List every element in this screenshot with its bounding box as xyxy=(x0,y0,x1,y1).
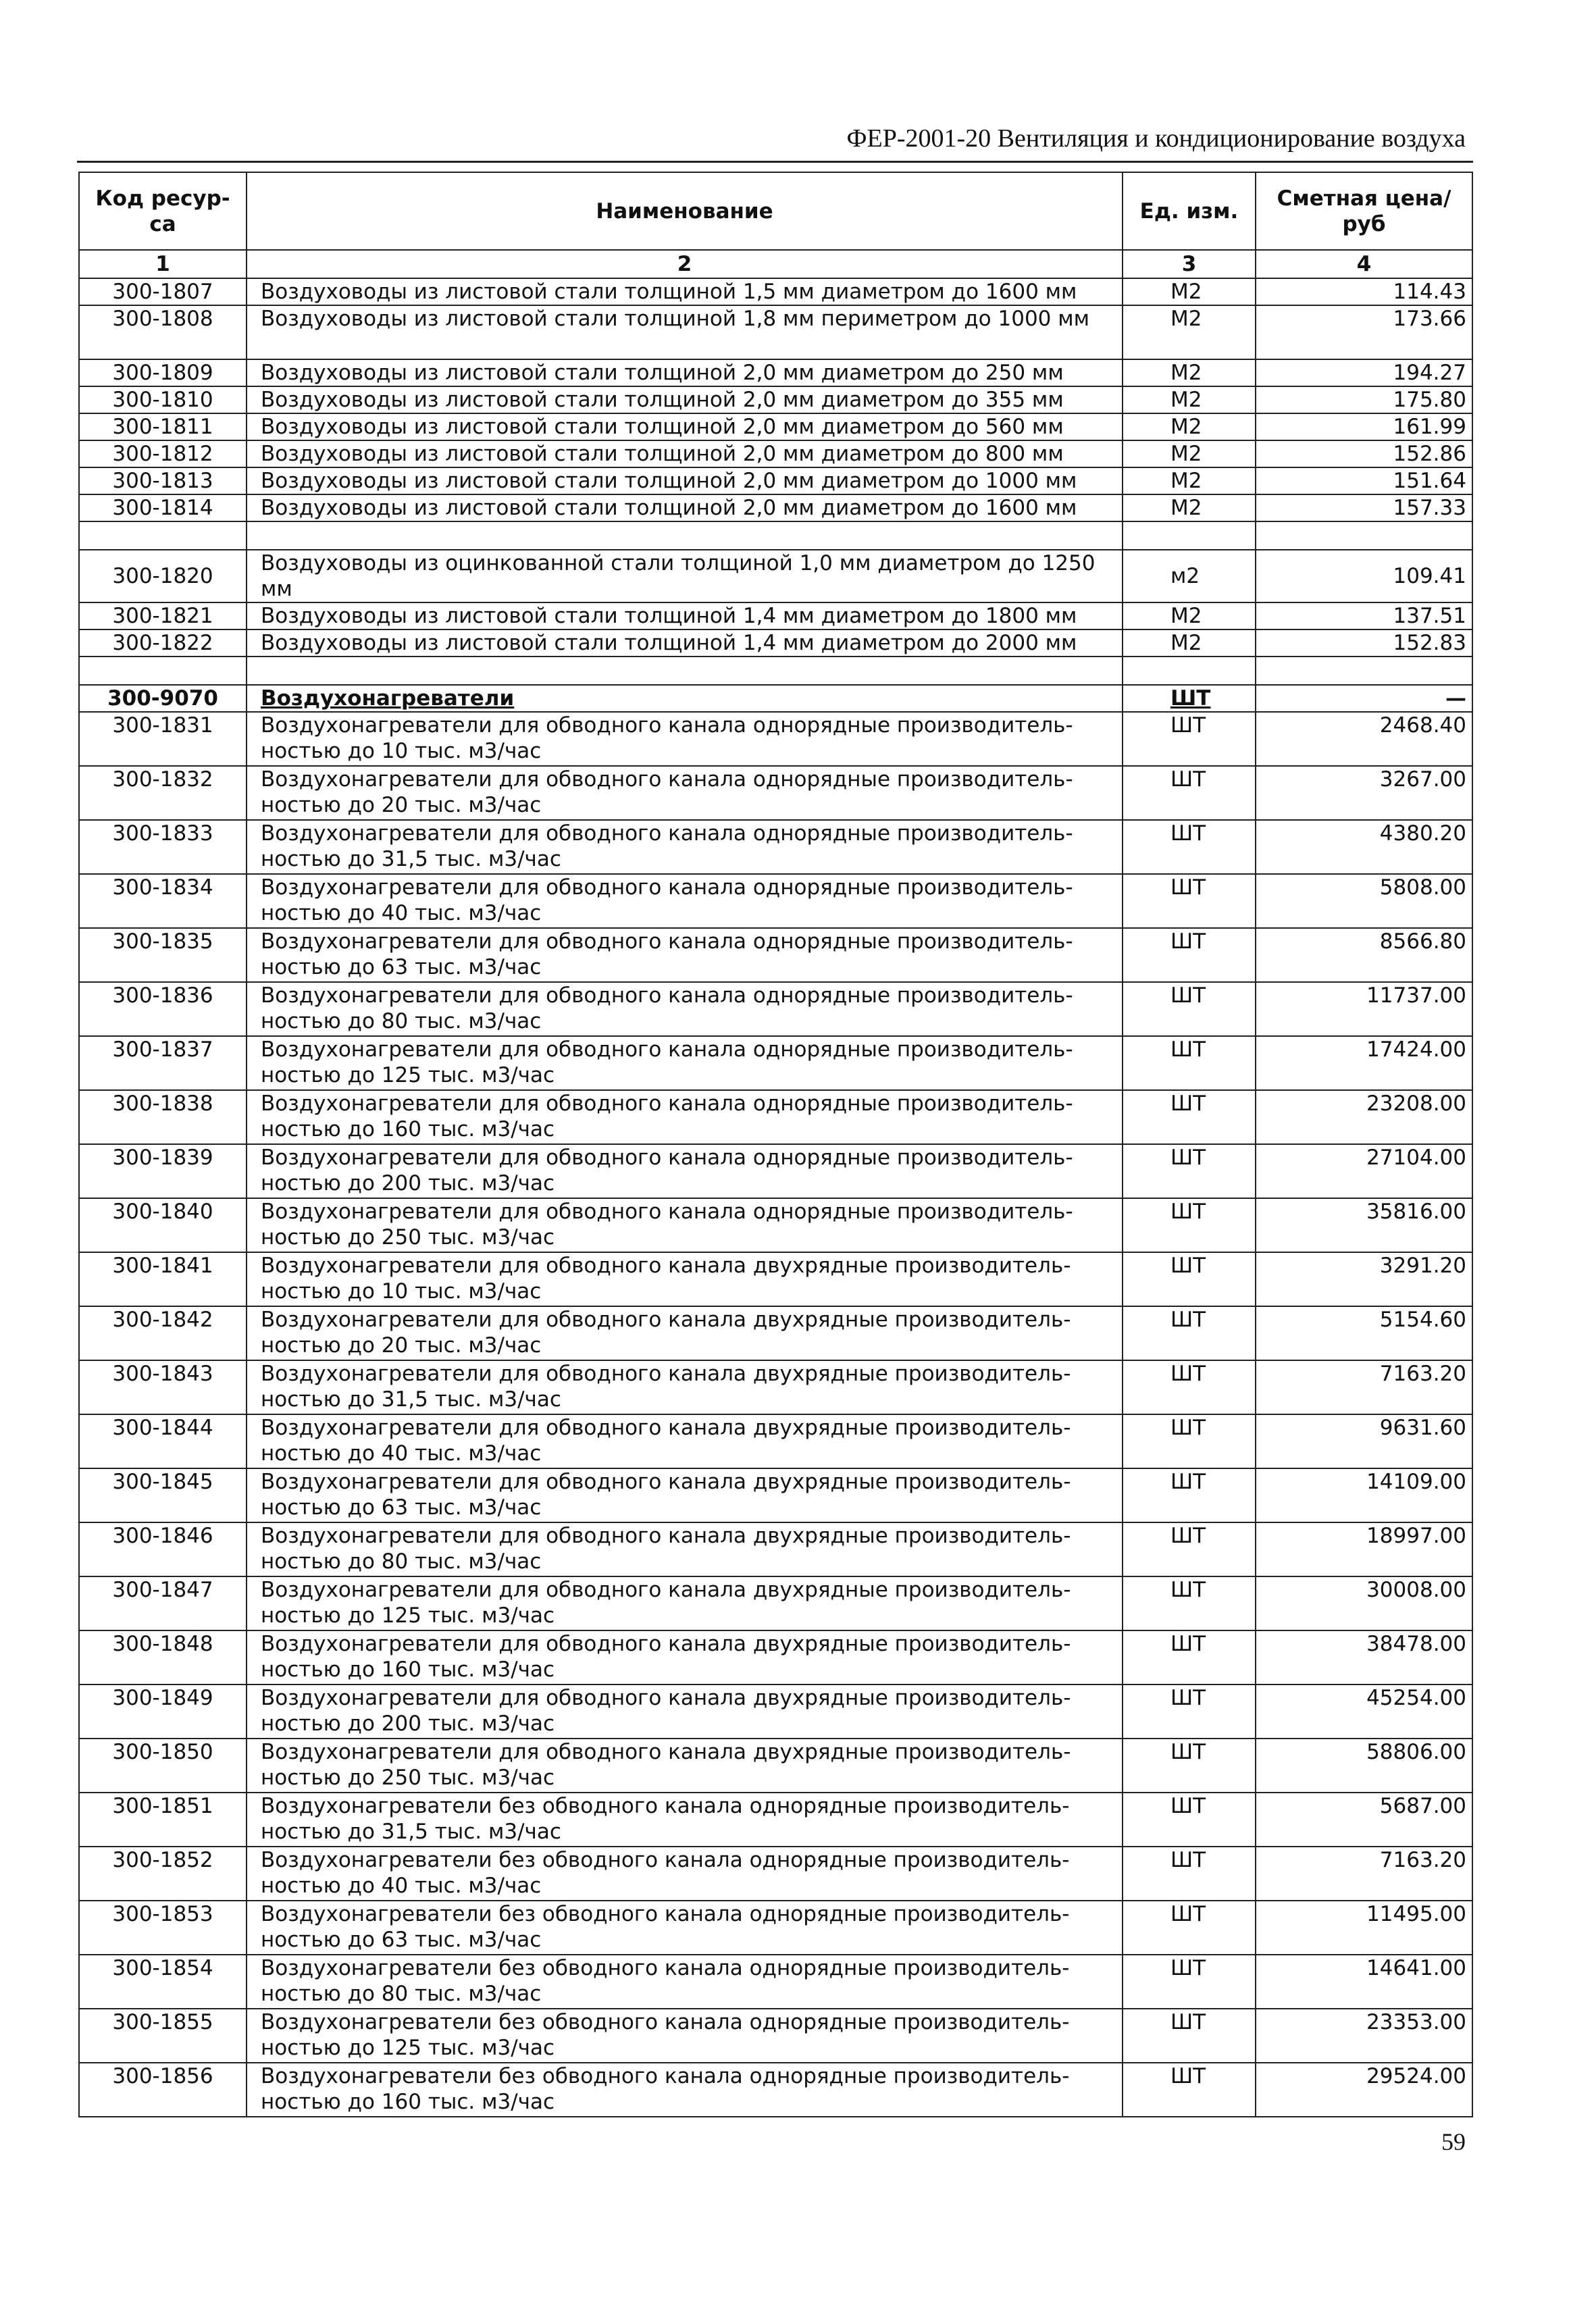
unit-cell: ШТ xyxy=(1123,1901,1256,1955)
resource-name-cell: Воздухонагреватели для обводного канала двухрядные производитель-ностью до 31,5 тыс. м3/час xyxy=(247,1360,1123,1414)
resource-name-cell: Воздуховоды из листовой стали толщиной 1,8 мм периметром до 1000 мм xyxy=(247,305,1123,359)
resource-code-cell: 300-1807 xyxy=(79,278,247,305)
unit-cell: ШТ xyxy=(1123,2063,1256,2117)
resource-code-cell: 300-1841 xyxy=(79,1252,247,1306)
resource-code-cell: 300-1839 xyxy=(79,1144,247,1198)
unit-cell: М2 xyxy=(1123,629,1256,657)
price-cell: 5687.00 xyxy=(1256,1793,1472,1847)
unit-cell: ШТ xyxy=(1123,766,1256,820)
unit-cell: ШТ xyxy=(1123,1252,1256,1306)
price-cell xyxy=(1256,521,1472,550)
table-row xyxy=(79,629,1472,657)
price-cell: 14641.00 xyxy=(1256,1955,1472,2009)
table-row xyxy=(79,928,1472,982)
unit-cell: М2 xyxy=(1123,386,1256,413)
column-header-price: Сметная цена/руб xyxy=(1256,172,1472,250)
price-cell: 5154.60 xyxy=(1256,1306,1472,1360)
table-row xyxy=(79,1739,1472,1793)
table-row xyxy=(79,413,1472,440)
resource-name-cell: Воздуховоды из листовой стали толщиной 2,0 мм диаметром до 250 мм xyxy=(247,359,1123,386)
resource-code-cell: 300-1811 xyxy=(79,413,247,440)
column-header-name: Наименование xyxy=(247,172,1123,250)
unit-cell: ШТ xyxy=(1123,1793,1256,1847)
price-cell: 7163.20 xyxy=(1256,1360,1472,1414)
resource-code-cell: 300-1832 xyxy=(79,766,247,820)
resource-code-cell: 300-1820 xyxy=(79,550,247,602)
price-cell: 114.43 xyxy=(1256,278,1472,305)
resource-code-cell: 300-1837 xyxy=(79,1036,247,1090)
price-cell: 7163.20 xyxy=(1256,1847,1472,1901)
price-cell: 14109.00 xyxy=(1256,1468,1472,1522)
price-cell: 35816.00 xyxy=(1256,1198,1472,1252)
price-cell: 11737.00 xyxy=(1256,982,1472,1036)
resource-code-cell: 300-1852 xyxy=(79,1847,247,1901)
resource-name-cell: Воздухонагреватели для обводного канала двухрядные производитель-ностью до 160 тыс. м3/час xyxy=(247,1630,1123,1685)
table-row xyxy=(79,305,1472,359)
resource-code-cell: 300-1843 xyxy=(79,1360,247,1414)
resource-code-cell: 300-1842 xyxy=(79,1306,247,1360)
unit-cell: ШТ xyxy=(1123,1036,1256,1090)
resource-name-cell: Воздухонагреватели для обводного канала двухрядные производитель-ностью до 10 тыс. м3/час xyxy=(247,1252,1123,1306)
column-number: 1 xyxy=(79,250,247,278)
table-row xyxy=(79,1576,1472,1630)
resource-code-cell: 300-1809 xyxy=(79,359,247,386)
price-cell: 3291.20 xyxy=(1256,1252,1472,1306)
resource-code-cell: 300-1834 xyxy=(79,874,247,928)
price-cell: 45254.00 xyxy=(1256,1685,1472,1739)
table-row xyxy=(79,1468,1472,1522)
table-row xyxy=(79,766,1472,820)
price-cell: 4380.20 xyxy=(1256,820,1472,874)
resource-name-cell: Воздуховоды из листовой стали толщиной 2,0 мм диаметром до 1000 мм xyxy=(247,467,1123,494)
resource-name-cell: Воздухонагреватели для обводного канала двухрядные производитель-ностью до 40 тыс. м3/час xyxy=(247,1414,1123,1468)
column-number: 4 xyxy=(1256,250,1472,278)
unit-cell: М2 xyxy=(1123,467,1256,494)
resource-code-cell: 300-1814 xyxy=(79,494,247,521)
resource-name-cell: Воздуховоды из листовой стали толщиной 1,5 мм диаметром до 1600 мм xyxy=(247,278,1123,305)
column-number: 3 xyxy=(1123,250,1256,278)
header-rule xyxy=(77,161,1473,163)
table-row xyxy=(79,1090,1472,1144)
resource-code-cell: 300-1833 xyxy=(79,820,247,874)
resource-code-cell: 300-1849 xyxy=(79,1685,247,1739)
running-header: ФЕР-2001-20 Вентиляция и кондиционирование воздуха xyxy=(846,124,1466,153)
resource-code-cell: 300-1853 xyxy=(79,1901,247,1955)
table-row xyxy=(79,1901,1472,1955)
price-cell: 151.64 xyxy=(1256,467,1472,494)
resource-name-cell: Воздухонагреватели без обводного канала однорядные производитель-ностью до 31,5 тыс. м3/час xyxy=(247,1793,1123,1847)
price-cell: 137.51 xyxy=(1256,602,1472,629)
unit-cell: ШТ xyxy=(1123,928,1256,982)
unit-cell: М2 xyxy=(1123,278,1256,305)
resource-name-cell: Воздухонагреватели для обводного канала однорядные производитель-ностью до 160 тыс. м3/час xyxy=(247,1090,1123,1144)
table-row xyxy=(79,1955,1472,2009)
table-row xyxy=(79,1198,1472,1252)
price-cell: 38478.00 xyxy=(1256,1630,1472,1685)
resource-name-cell: Воздухонагреватели без обводного канала однорядные производитель-ностью до 125 тыс. м3/час xyxy=(247,2009,1123,2063)
resource-code-cell: 300-1840 xyxy=(79,1198,247,1252)
unit-cell xyxy=(1123,521,1256,550)
price-cell: 161.99 xyxy=(1256,413,1472,440)
price-cell: 23353.00 xyxy=(1256,2009,1472,2063)
price-cell: 194.27 xyxy=(1256,359,1472,386)
resource-code-cell: 300-1835 xyxy=(79,928,247,982)
table-row xyxy=(79,1306,1472,1360)
resource-code-cell: 300-1812 xyxy=(79,440,247,467)
unit-cell: ШТ xyxy=(1123,712,1256,766)
table-row xyxy=(79,2009,1472,2063)
unit-cell xyxy=(1123,657,1256,685)
resource-code-cell: 300-1813 xyxy=(79,467,247,494)
unit-cell: ШТ xyxy=(1123,1847,1256,1901)
price-cell: — xyxy=(1256,685,1472,712)
resource-name-cell: Воздухонагреватели для обводного канала двухрядные производитель-ностью до 63 тыс. м3/час xyxy=(247,1468,1123,1522)
resource-name-cell: Воздуховоды из листовой стали толщиной 2,0 мм диаметром до 560 мм xyxy=(247,413,1123,440)
unit-cell: ШТ xyxy=(1123,1360,1256,1414)
table-row xyxy=(79,278,1472,305)
table-row xyxy=(79,1847,1472,1901)
table-row xyxy=(79,820,1472,874)
unit-cell: ШТ xyxy=(1123,982,1256,1036)
unit-cell: ШТ xyxy=(1123,685,1256,712)
resource-name-cell: Воздухонагреватели для обводного канала однорядные производитель-ностью до 200 тыс. м3/час xyxy=(247,1144,1123,1198)
resource-code-cell: 300-1848 xyxy=(79,1630,247,1685)
table-row xyxy=(79,1522,1472,1576)
table-row xyxy=(79,982,1472,1036)
price-cell: 18997.00 xyxy=(1256,1522,1472,1576)
price-cell: 17424.00 xyxy=(1256,1036,1472,1090)
table-row xyxy=(79,874,1472,928)
table-row xyxy=(79,602,1472,629)
table-row xyxy=(79,1630,1472,1685)
resource-name-cell: Воздуховоды из листовой стали толщиной 2,0 мм диаметром до 1600 мм xyxy=(247,494,1123,521)
resource-name-cell xyxy=(247,657,1123,685)
price-cell: 23208.00 xyxy=(1256,1090,1472,1144)
blank-row xyxy=(79,657,1472,685)
blank-row xyxy=(79,521,1472,550)
resource-code-cell: 300-1851 xyxy=(79,1793,247,1847)
resource-name-cell: Воздухонагреватели для обводного канала однорядные производитель-ностью до 250 тыс. м3/час xyxy=(247,1198,1123,1252)
resource-code-cell xyxy=(79,657,247,685)
table-row xyxy=(79,359,1472,386)
table-row xyxy=(79,386,1472,413)
unit-cell: ШТ xyxy=(1123,2009,1256,2063)
table-row xyxy=(79,1360,1472,1414)
table-row xyxy=(79,1414,1472,1468)
resource-name-cell: Воздухонагреватели xyxy=(247,685,1123,712)
resource-name-cell: Воздухонагреватели без обводного канала однорядные производитель-ностью до 80 тыс. м3/час xyxy=(247,1955,1123,2009)
resource-code-cell: 300-1810 xyxy=(79,386,247,413)
resource-name-cell: Воздухонагреватели для обводного канала однорядные производитель-ностью до 20 тыс. м3/час xyxy=(247,766,1123,820)
resource-code-cell: 300-1846 xyxy=(79,1522,247,1576)
table-row xyxy=(79,1036,1472,1090)
unit-cell: ШТ xyxy=(1123,1306,1256,1360)
unit-cell: М2 xyxy=(1123,305,1256,359)
resource-name-cell: Воздухонагреватели для обводного канала однорядные производитель-ностью до 40 тыс. м3/час xyxy=(247,874,1123,928)
resource-name-cell: Воздуховоды из листовой стали толщиной 2,0 мм диаметром до 355 мм xyxy=(247,386,1123,413)
unit-cell: М2 xyxy=(1123,440,1256,467)
resource-name-cell: Воздуховоды из оцинкованной стали толщиной 1,0 мм диаметром до 1250 мм xyxy=(247,550,1123,602)
column-header-code: Код ресур-са xyxy=(79,172,247,250)
unit-cell: М2 xyxy=(1123,494,1256,521)
price-cell: 173.66 xyxy=(1256,305,1472,359)
resource-code-cell: 300-1836 xyxy=(79,982,247,1036)
resource-code-cell xyxy=(79,521,247,550)
resource-name-cell: Воздухонагреватели для обводного канала двухрядные производитель-ностью до 200 тыс. м3/час xyxy=(247,1685,1123,1739)
column-number-row xyxy=(79,250,1472,278)
price-cell: 2468.40 xyxy=(1256,712,1472,766)
resource-code-cell: 300-9070 xyxy=(79,685,247,712)
price-cell: 152.86 xyxy=(1256,440,1472,467)
unit-cell: ШТ xyxy=(1123,1685,1256,1739)
table-body xyxy=(79,250,1472,2117)
resource-code-cell: 300-1831 xyxy=(79,712,247,766)
resource-code-cell: 300-1856 xyxy=(79,2063,247,2117)
table-row xyxy=(79,712,1472,766)
unit-cell: ШТ xyxy=(1123,1522,1256,1576)
unit-cell: М2 xyxy=(1123,359,1256,386)
price-cell: 8566.80 xyxy=(1256,928,1472,982)
resource-name-cell: Воздухонагреватели для обводного канала однорядные производитель-ностью до 80 тыс. м3/час xyxy=(247,982,1123,1036)
unit-cell: м2 xyxy=(1123,550,1256,602)
column-number: 2 xyxy=(247,250,1123,278)
table-row xyxy=(79,2063,1472,2117)
price-cell: 11495.00 xyxy=(1256,1901,1472,1955)
resource-name-cell: Воздуховоды из листовой стали толщиной 1,4 мм диаметром до 1800 мм xyxy=(247,602,1123,629)
price-cell: 5808.00 xyxy=(1256,874,1472,928)
unit-cell: ШТ xyxy=(1123,1955,1256,2009)
table-row xyxy=(79,1793,1472,1847)
resource-code-cell: 300-1845 xyxy=(79,1468,247,1522)
resource-name-cell xyxy=(247,521,1123,550)
price-cell: 3267.00 xyxy=(1256,766,1472,820)
resource-name-cell: Воздухонагреватели для обводного канала двухрядные производитель-ностью до 125 тыс. м3/час xyxy=(247,1576,1123,1630)
unit-cell: ШТ xyxy=(1123,874,1256,928)
price-cell: 29524.00 xyxy=(1256,2063,1472,2117)
unit-cell: М2 xyxy=(1123,413,1256,440)
price-cell: 58806.00 xyxy=(1256,1739,1472,1793)
price-table xyxy=(78,172,1473,2117)
table-header-row xyxy=(79,172,1472,250)
resource-code-cell: 300-1855 xyxy=(79,2009,247,2063)
price-cell: 175.80 xyxy=(1256,386,1472,413)
resource-name-cell: Воздуховоды из листовой стали толщиной 1,4 мм диаметром до 2000 мм xyxy=(247,629,1123,657)
unit-cell: ШТ xyxy=(1123,1198,1256,1252)
unit-cell: ШТ xyxy=(1123,1090,1256,1144)
table-row xyxy=(79,1685,1472,1739)
unit-cell: М2 xyxy=(1123,602,1256,629)
resource-code-cell: 300-1854 xyxy=(79,1955,247,2009)
price-cell: 9631.60 xyxy=(1256,1414,1472,1468)
column-header-unit: Ед. изм. xyxy=(1123,172,1256,250)
unit-cell: ШТ xyxy=(1123,1739,1256,1793)
group-header-row xyxy=(79,685,1472,712)
resource-name-cell: Воздухонагреватели для обводного канала двухрядные производитель-ностью до 250 тыс. м3/час xyxy=(247,1739,1123,1793)
price-cell: 27104.00 xyxy=(1256,1144,1472,1198)
table-row xyxy=(79,494,1472,521)
table-row xyxy=(79,1252,1472,1306)
price-cell: 157.33 xyxy=(1256,494,1472,521)
resource-name-cell: Воздухонагреватели без обводного канала однорядные производитель-ностью до 63 тыс. м3/час xyxy=(247,1901,1123,1955)
unit-cell: ШТ xyxy=(1123,1144,1256,1198)
resource-name-cell: Воздухонагреватели для обводного канала однорядные производитель-ностью до 125 тыс. м3/час xyxy=(247,1036,1123,1090)
price-cell xyxy=(1256,657,1472,685)
resource-code-cell: 300-1847 xyxy=(79,1576,247,1630)
table-row xyxy=(79,440,1472,467)
resource-name-cell: Воздухонагреватели для обводного канала двухрядные производитель-ностью до 80 тыс. м3/час xyxy=(247,1522,1123,1576)
resource-name-cell: Воздухонагреватели для обводного канала двухрядные производитель-ностью до 20 тыс. м3/час xyxy=(247,1306,1123,1360)
table-row xyxy=(79,1144,1472,1198)
resource-code-cell: 300-1821 xyxy=(79,602,247,629)
unit-cell: ШТ xyxy=(1123,820,1256,874)
page-number: 59 xyxy=(1441,2128,1466,2155)
resource-name-cell: Воздухонагреватели для обводного канала однорядные производитель-ностью до 10 тыс. м3/час xyxy=(247,712,1123,766)
resource-name-cell: Воздухонагреватели для обводного канала однорядные производитель-ностью до 31,5 тыс. м3/час xyxy=(247,820,1123,874)
price-cell: 109.41 xyxy=(1256,550,1472,602)
resource-code-cell: 300-1822 xyxy=(79,629,247,657)
resource-code-cell: 300-1838 xyxy=(79,1090,247,1144)
resource-code-cell: 300-1844 xyxy=(79,1414,247,1468)
table-row xyxy=(79,467,1472,494)
resource-code-cell: 300-1808 xyxy=(79,305,247,359)
unit-cell: ШТ xyxy=(1123,1468,1256,1522)
unit-cell: ШТ xyxy=(1123,1414,1256,1468)
resource-name-cell: Воздухонагреватели для обводного канала однорядные производитель-ностью до 63 тыс. м3/час xyxy=(247,928,1123,982)
price-cell: 30008.00 xyxy=(1256,1576,1472,1630)
resource-name-cell: Воздухонагреватели без обводного канала однорядные производитель-ностью до 160 тыс. м3/час xyxy=(247,2063,1123,2117)
resource-name-cell: Воздухонагреватели без обводного канала однорядные производитель-ностью до 40 тыс. м3/час xyxy=(247,1847,1123,1901)
resource-code-cell: 300-1850 xyxy=(79,1739,247,1793)
unit-cell: ШТ xyxy=(1123,1576,1256,1630)
price-cell: 152.83 xyxy=(1256,629,1472,657)
table-row xyxy=(79,550,1472,602)
resource-name-cell: Воздуховоды из листовой стали толщиной 2,0 мм диаметром до 800 мм xyxy=(247,440,1123,467)
unit-cell: ШТ xyxy=(1123,1630,1256,1685)
